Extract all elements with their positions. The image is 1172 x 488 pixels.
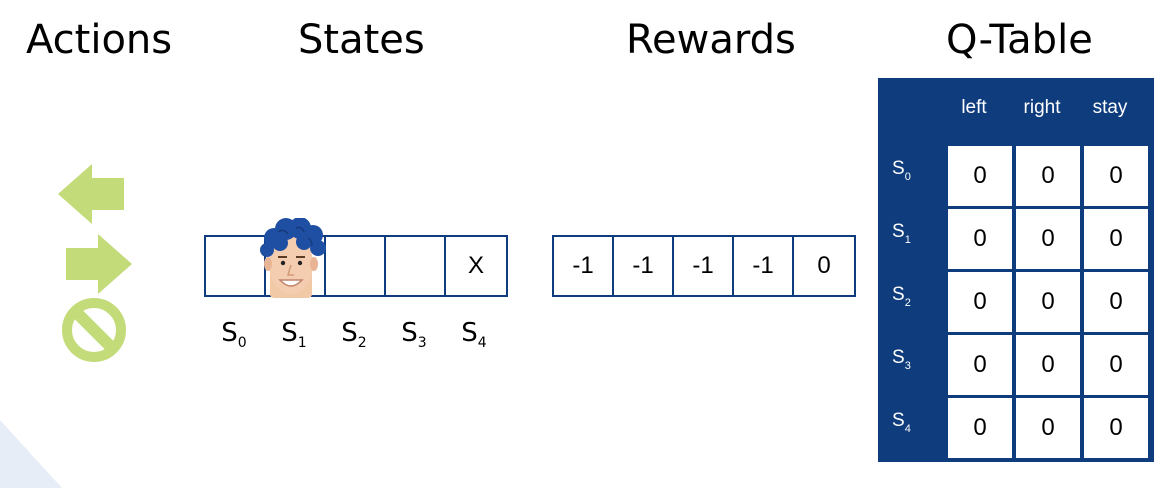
- q-column-header: left: [961, 97, 987, 118]
- q-row-label: $S_4$: [892, 410, 911, 435]
- q-table: [878, 78, 1154, 462]
- q-value-cell: 0: [1016, 209, 1080, 269]
- actions-title: Actions: [26, 17, 173, 63]
- q-value-cell: 0: [948, 209, 1012, 269]
- arrow-right-icon: [66, 234, 132, 294]
- reward-cell: 0: [817, 252, 831, 279]
- state-cell: [386, 237, 446, 295]
- q-value-cell: 0: [1016, 272, 1080, 332]
- state-label: $S_4$: [461, 318, 487, 351]
- state-labels: [204, 318, 504, 351]
- reward-cell: -1: [554, 237, 614, 295]
- rewards-grid: [552, 235, 856, 297]
- q-value-cell: 0: [948, 335, 1012, 395]
- q-value-cell: 0: [948, 398, 1012, 458]
- state-label: $S_2$: [341, 318, 367, 351]
- q-value-cell: 0: [948, 146, 1012, 206]
- rewards-title: Rewards: [626, 17, 796, 63]
- q-row-label: $S_0$: [892, 158, 911, 183]
- q-value-cell: 0: [1016, 398, 1080, 458]
- state-cell: [206, 237, 266, 295]
- states-title: States: [298, 17, 425, 63]
- q-value-cell: 0: [1084, 335, 1148, 395]
- q-row-label: $S_3$: [892, 347, 911, 372]
- q-value-cell: 0: [1084, 398, 1148, 458]
- actions-icons: [52, 160, 138, 366]
- reward-cell: -1: [734, 237, 794, 295]
- q-value-cell: 0: [1016, 146, 1080, 206]
- reward-cell: -1: [614, 237, 674, 295]
- q-value-cell: 0: [1084, 272, 1148, 332]
- state-cell: [326, 237, 386, 295]
- reward-cell: -1: [674, 237, 734, 295]
- q-value-cell: 0: [1084, 209, 1148, 269]
- arrow-left-icon: [58, 164, 124, 224]
- q-value-cell: 0: [1084, 146, 1148, 206]
- goal-cell: X: [467, 252, 484, 279]
- q-table-header: [940, 94, 1144, 134]
- q-column-header: stay: [1092, 97, 1128, 118]
- q-row-label: $S_2$: [892, 284, 911, 309]
- state-label: $S_1$: [281, 318, 307, 351]
- agent-avatar-icon: [258, 218, 328, 300]
- states-grid: [204, 235, 508, 297]
- corner-decoration: [0, 420, 70, 488]
- qtable-title: Q-Table: [946, 17, 1093, 63]
- q-value-cell: 0: [1016, 335, 1080, 395]
- q-value-cell: 0: [948, 272, 1012, 332]
- state-label: $S_0$: [221, 318, 247, 351]
- no-entry-icon: [67, 303, 121, 357]
- state-label: $S_3$: [401, 318, 427, 351]
- q-column-header: right: [1023, 97, 1061, 118]
- q-row-label: $S_1$: [892, 221, 911, 246]
